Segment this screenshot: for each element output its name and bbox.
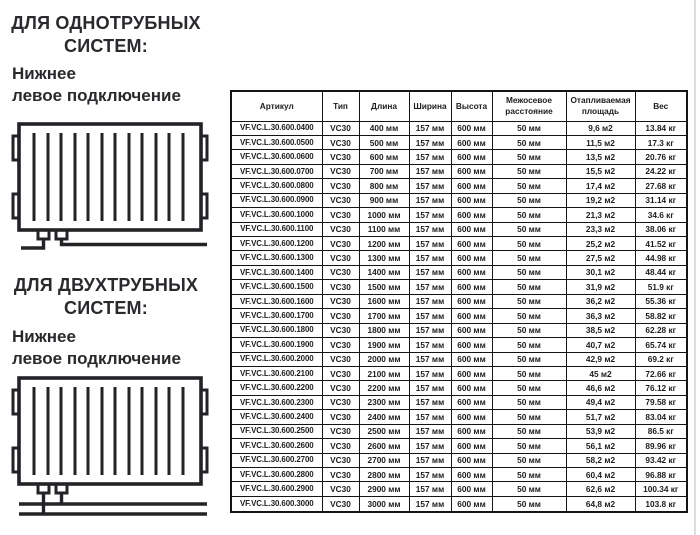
cell-axial-distance: 50 мм	[492, 453, 566, 467]
cell-type: VC30	[322, 366, 359, 380]
radiator-single-pipe-diagram-icon	[10, 120, 210, 254]
cell-heated-area: 19,2 м2	[566, 193, 635, 207]
cell-type: VC30	[322, 164, 359, 178]
cell-article: VF.VC.L.30.600.1300	[231, 251, 322, 265]
table-row	[231, 468, 687, 482]
cell-axial-distance: 50 мм	[492, 496, 566, 512]
cell-type: VC30	[322, 294, 359, 308]
cell-height: 600 мм	[451, 251, 492, 265]
cell-type: VC30	[322, 193, 359, 207]
cell-width: 157 мм	[409, 193, 451, 207]
cell-type: VC30	[322, 237, 359, 251]
cell-width: 157 мм	[409, 179, 451, 193]
cell-type: VC30	[322, 439, 359, 453]
cell-heated-area: 49,4 м2	[566, 395, 635, 409]
two-pipe-title-line2: СИСТЕМ:	[64, 298, 148, 318]
cell-axial-distance: 50 мм	[492, 121, 566, 135]
cell-length: 1500 мм	[359, 280, 409, 294]
cell-weight: 20.76 кг	[635, 150, 687, 164]
table-row	[231, 424, 687, 438]
cell-article: VF.VC.L.30.600.0800	[231, 179, 322, 193]
table-row	[231, 121, 687, 135]
single-pipe-subtitle-line2: левое подключение	[12, 86, 181, 105]
cell-width: 157 мм	[409, 280, 451, 294]
cell-length: 900 мм	[359, 193, 409, 207]
cell-width: 157 мм	[409, 424, 451, 438]
cell-width: 157 мм	[409, 381, 451, 395]
cell-length: 1100 мм	[359, 222, 409, 236]
cell-height: 600 мм	[451, 222, 492, 236]
cell-weight: 13.84 кг	[635, 121, 687, 135]
cell-type: VC30	[322, 453, 359, 467]
cell-height: 600 мм	[451, 366, 492, 380]
cell-length: 1200 мм	[359, 237, 409, 251]
cell-width: 157 мм	[409, 338, 451, 352]
cell-height: 600 мм	[451, 395, 492, 409]
cell-article: VF.VC.L.30.600.2200	[231, 381, 322, 395]
cell-article: VF.VC.L.30.600.0700	[231, 164, 322, 178]
cell-type: VC30	[322, 410, 359, 424]
cell-axial-distance: 50 мм	[492, 265, 566, 279]
cell-height: 600 мм	[451, 150, 492, 164]
two-pipe-section-title	[10, 274, 202, 320]
cell-weight: 62.28 кг	[635, 323, 687, 337]
table-row	[231, 294, 687, 308]
single-pipe-subtitle	[12, 63, 181, 107]
col-header-width: Ширина	[409, 91, 451, 121]
cell-length: 1300 мм	[359, 251, 409, 265]
table-row	[231, 179, 687, 193]
cell-height: 600 мм	[451, 352, 492, 366]
col-header-type: Тип	[322, 91, 359, 121]
cell-heated-area: 30,1 м2	[566, 265, 635, 279]
cell-axial-distance: 50 мм	[492, 280, 566, 294]
spec-table	[230, 90, 688, 513]
cell-width: 157 мм	[409, 135, 451, 149]
cell-length: 600 мм	[359, 150, 409, 164]
col-header-article: Артикул	[231, 91, 322, 121]
table-row	[231, 237, 687, 251]
cell-height: 600 мм	[451, 424, 492, 438]
cell-height: 600 мм	[451, 338, 492, 352]
cell-weight: 38.06 кг	[635, 222, 687, 236]
table-row	[231, 164, 687, 178]
cell-width: 157 мм	[409, 352, 451, 366]
cell-height: 600 мм	[451, 496, 492, 512]
cell-heated-area: 13,5 м2	[566, 150, 635, 164]
cell-height: 600 мм	[451, 323, 492, 337]
cell-type: VC30	[322, 265, 359, 279]
photo-edge-line	[694, 0, 696, 535]
two-pipe-subtitle	[12, 326, 181, 370]
radiator-two-pipe-diagram-icon	[10, 374, 210, 522]
cell-height: 600 мм	[451, 164, 492, 178]
cell-width: 157 мм	[409, 482, 451, 496]
cell-heated-area: 51,7 м2	[566, 410, 635, 424]
cell-article: VF.VC.L.30.600.3000	[231, 496, 322, 512]
cell-length: 2500 мм	[359, 424, 409, 438]
cell-height: 600 мм	[451, 294, 492, 308]
table-row	[231, 366, 687, 380]
cell-heated-area: 23,3 м2	[566, 222, 635, 236]
cell-axial-distance: 50 мм	[492, 251, 566, 265]
cell-type: VC30	[322, 482, 359, 496]
cell-width: 157 мм	[409, 496, 451, 512]
cell-width: 157 мм	[409, 121, 451, 135]
cell-height: 600 мм	[451, 280, 492, 294]
cell-article: VF.VC.L.30.600.1700	[231, 309, 322, 323]
cell-heated-area: 15,5 м2	[566, 164, 635, 178]
cell-axial-distance: 50 мм	[492, 237, 566, 251]
cell-article: VF.VC.L.30.600.2900	[231, 482, 322, 496]
cell-weight: 58.82 кг	[635, 309, 687, 323]
cell-article: VF.VC.L.30.600.1600	[231, 294, 322, 308]
cell-height: 600 мм	[451, 193, 492, 207]
cell-article: VF.VC.L.30.600.1800	[231, 323, 322, 337]
cell-type: VC30	[322, 309, 359, 323]
cell-length: 1800 мм	[359, 323, 409, 337]
cell-axial-distance: 50 мм	[492, 439, 566, 453]
cell-type: VC30	[322, 381, 359, 395]
two-pipe-subtitle-line2: левое подключение	[12, 349, 181, 368]
cell-type: VC30	[322, 251, 359, 265]
cell-width: 157 мм	[409, 237, 451, 251]
table-row	[231, 222, 687, 236]
cell-article: VF.VC.L.30.600.1500	[231, 280, 322, 294]
cell-length: 2600 мм	[359, 439, 409, 453]
cell-article: VF.VC.L.30.600.2300	[231, 395, 322, 409]
cell-width: 157 мм	[409, 439, 451, 453]
two-pipe-subtitle-line1: Нижнее	[12, 327, 76, 346]
cell-height: 600 мм	[451, 482, 492, 496]
col-header-heated-area: Отапливаемая площадь	[566, 91, 635, 121]
cell-type: VC30	[322, 150, 359, 164]
cell-length: 2300 мм	[359, 395, 409, 409]
cell-article: VF.VC.L.30.600.2800	[231, 468, 322, 482]
cell-weight: 69.2 кг	[635, 352, 687, 366]
cell-weight: 41.52 кг	[635, 237, 687, 251]
col-header-axial-distance: Межосевое расстояние	[492, 91, 566, 121]
cell-length: 1600 мм	[359, 294, 409, 308]
cell-length: 500 мм	[359, 135, 409, 149]
table-row	[231, 395, 687, 409]
cell-type: VC30	[322, 323, 359, 337]
cell-length: 800 мм	[359, 179, 409, 193]
cell-weight: 100.34 кг	[635, 482, 687, 496]
cell-article: VF.VC.L.30.600.1900	[231, 338, 322, 352]
cell-weight: 93.42 кг	[635, 453, 687, 467]
cell-length: 1000 мм	[359, 208, 409, 222]
cell-axial-distance: 50 мм	[492, 164, 566, 178]
cell-length: 1900 мм	[359, 338, 409, 352]
cell-weight: 34.6 кг	[635, 208, 687, 222]
cell-heated-area: 46,6 м2	[566, 381, 635, 395]
cell-weight: 27.68 кг	[635, 179, 687, 193]
table-row	[231, 381, 687, 395]
cell-length: 2200 мм	[359, 381, 409, 395]
cell-axial-distance: 50 мм	[492, 208, 566, 222]
table-row	[231, 482, 687, 496]
cell-heated-area: 9,6 м2	[566, 121, 635, 135]
cell-type: VC30	[322, 352, 359, 366]
cell-axial-distance: 50 мм	[492, 309, 566, 323]
cell-weight: 31.14 кг	[635, 193, 687, 207]
cell-heated-area: 56,1 м2	[566, 439, 635, 453]
cell-heated-area: 42,9 м2	[566, 352, 635, 366]
cell-width: 157 мм	[409, 294, 451, 308]
cell-type: VC30	[322, 222, 359, 236]
cell-article: VF.VC.L.30.600.2000	[231, 352, 322, 366]
cell-article: VF.VC.L.30.600.0500	[231, 135, 322, 149]
cell-axial-distance: 50 мм	[492, 193, 566, 207]
cell-width: 157 мм	[409, 150, 451, 164]
cell-width: 157 мм	[409, 453, 451, 467]
cell-type: VC30	[322, 496, 359, 512]
single-pipe-title-line1: ДЛЯ ОДНОТРУБНЫХ	[11, 13, 201, 33]
cell-length: 400 мм	[359, 121, 409, 135]
cell-width: 157 мм	[409, 251, 451, 265]
cell-width: 157 мм	[409, 265, 451, 279]
header-row	[231, 91, 687, 121]
cell-article: VF.VC.L.30.600.2400	[231, 410, 322, 424]
table-row	[231, 251, 687, 265]
cell-weight: 89.96 кг	[635, 439, 687, 453]
table-row	[231, 208, 687, 222]
cell-article: VF.VC.L.30.600.0900	[231, 193, 322, 207]
cell-width: 157 мм	[409, 395, 451, 409]
cell-heated-area: 60,4 м2	[566, 468, 635, 482]
cell-width: 157 мм	[409, 164, 451, 178]
cell-article: VF.VC.L.30.600.1100	[231, 222, 322, 236]
cell-heated-area: 25,2 м2	[566, 237, 635, 251]
cell-width: 157 мм	[409, 410, 451, 424]
cell-height: 600 мм	[451, 381, 492, 395]
cell-length: 1700 мм	[359, 309, 409, 323]
cell-length: 2700 мм	[359, 453, 409, 467]
two-pipe-title-line1: ДЛЯ ДВУХТРУБНЫХ	[13, 275, 199, 295]
cell-height: 600 мм	[451, 121, 492, 135]
cell-heated-area: 11,5 м2	[566, 135, 635, 149]
cell-type: VC30	[322, 280, 359, 294]
table-row	[231, 309, 687, 323]
cell-weight: 96.88 кг	[635, 468, 687, 482]
cell-heated-area: 62,6 м2	[566, 482, 635, 496]
cell-weight: 83.04 кг	[635, 410, 687, 424]
col-header-height: Высота	[451, 91, 492, 121]
cell-heated-area: 58,2 м2	[566, 453, 635, 467]
cell-weight: 44.98 кг	[635, 251, 687, 265]
cell-weight: 24.22 кг	[635, 164, 687, 178]
cell-axial-distance: 50 мм	[492, 323, 566, 337]
cell-height: 600 мм	[451, 439, 492, 453]
cell-length: 2000 мм	[359, 352, 409, 366]
cell-heated-area: 45 м2	[566, 366, 635, 380]
cell-weight: 55.36 кг	[635, 294, 687, 308]
cell-height: 600 мм	[451, 208, 492, 222]
cell-weight: 103.8 кг	[635, 496, 687, 512]
cell-heated-area: 27,5 м2	[566, 251, 635, 265]
cell-type: VC30	[322, 395, 359, 409]
cell-height: 600 мм	[451, 453, 492, 467]
cell-height: 600 мм	[451, 410, 492, 424]
cell-weight: 48.44 кг	[635, 265, 687, 279]
cell-height: 600 мм	[451, 265, 492, 279]
cell-axial-distance: 50 мм	[492, 395, 566, 409]
cell-axial-distance: 50 мм	[492, 222, 566, 236]
cell-width: 157 мм	[409, 323, 451, 337]
cell-length: 2900 мм	[359, 482, 409, 496]
cell-axial-distance: 50 мм	[492, 468, 566, 482]
cell-type: VC30	[322, 179, 359, 193]
cell-article: VF.VC.L.30.600.2500	[231, 424, 322, 438]
cell-article: VF.VC.L.30.600.2600	[231, 439, 322, 453]
cell-heated-area: 17,4 м2	[566, 179, 635, 193]
cell-heated-area: 53,9 м2	[566, 424, 635, 438]
table-row	[231, 265, 687, 279]
cell-weight: 79.58 кг	[635, 395, 687, 409]
spec-table-wrap	[230, 90, 688, 513]
cell-length: 2800 мм	[359, 468, 409, 482]
cell-height: 600 мм	[451, 309, 492, 323]
cell-type: VC30	[322, 468, 359, 482]
table-row	[231, 280, 687, 294]
cell-weight: 72.66 кг	[635, 366, 687, 380]
table-row	[231, 135, 687, 149]
table-row	[231, 439, 687, 453]
single-pipe-section-title	[10, 12, 202, 58]
cell-width: 157 мм	[409, 468, 451, 482]
cell-weight: 65.74 кг	[635, 338, 687, 352]
cell-heated-area: 64,8 м2	[566, 496, 635, 512]
cell-weight: 51.9 кг	[635, 280, 687, 294]
spec-table-header	[231, 91, 687, 121]
single-pipe-title-line2: СИСТЕМ:	[64, 36, 148, 56]
cell-article: VF.VC.L.30.600.1400	[231, 265, 322, 279]
cell-heated-area: 31,9 м2	[566, 280, 635, 294]
cell-type: VC30	[322, 135, 359, 149]
cell-heated-area: 36,2 м2	[566, 294, 635, 308]
cell-article: VF.VC.L.30.600.0600	[231, 150, 322, 164]
cell-article: VF.VC.L.30.600.2700	[231, 453, 322, 467]
cell-type: VC30	[322, 424, 359, 438]
cell-axial-distance: 50 мм	[492, 381, 566, 395]
table-row	[231, 496, 687, 512]
cell-length: 700 мм	[359, 164, 409, 178]
cell-article: VF.VC.L.30.600.1200	[231, 237, 322, 251]
cell-weight: 17.3 кг	[635, 135, 687, 149]
cell-height: 600 мм	[451, 179, 492, 193]
cell-axial-distance: 50 мм	[492, 150, 566, 164]
table-row	[231, 410, 687, 424]
spec-table-body	[231, 121, 687, 512]
cell-length: 3000 мм	[359, 496, 409, 512]
cell-article: VF.VC.L.30.600.0400	[231, 121, 322, 135]
cell-width: 157 мм	[409, 222, 451, 236]
cell-heated-area: 21,3 м2	[566, 208, 635, 222]
table-row	[231, 453, 687, 467]
col-header-length: Длина	[359, 91, 409, 121]
cell-article: VF.VC.L.30.600.1000	[231, 208, 322, 222]
cell-width: 157 мм	[409, 208, 451, 222]
cell-width: 157 мм	[409, 309, 451, 323]
cell-height: 600 мм	[451, 468, 492, 482]
single-pipe-subtitle-line1: Нижнее	[12, 64, 76, 83]
cell-axial-distance: 50 мм	[492, 410, 566, 424]
cell-axial-distance: 50 мм	[492, 352, 566, 366]
cell-height: 600 мм	[451, 237, 492, 251]
cell-type: VC30	[322, 338, 359, 352]
cell-axial-distance: 50 мм	[492, 179, 566, 193]
cell-length: 1400 мм	[359, 265, 409, 279]
table-row	[231, 193, 687, 207]
table-row	[231, 338, 687, 352]
cell-article: VF.VC.L.30.600.2100	[231, 366, 322, 380]
cell-width: 157 мм	[409, 366, 451, 380]
cell-axial-distance: 50 мм	[492, 135, 566, 149]
cell-type: VC30	[322, 121, 359, 135]
cell-type: VC30	[322, 208, 359, 222]
col-header-weight: Вес	[635, 91, 687, 121]
cell-length: 2400 мм	[359, 410, 409, 424]
cell-weight: 86.5 кг	[635, 424, 687, 438]
cell-axial-distance: 50 мм	[492, 294, 566, 308]
table-row	[231, 323, 687, 337]
cell-axial-distance: 50 мм	[492, 482, 566, 496]
cell-axial-distance: 50 мм	[492, 338, 566, 352]
cell-axial-distance: 50 мм	[492, 366, 566, 380]
table-row	[231, 150, 687, 164]
cell-length: 2100 мм	[359, 366, 409, 380]
table-row	[231, 352, 687, 366]
cell-heated-area: 36,3 м2	[566, 309, 635, 323]
cell-heated-area: 40,7 м2	[566, 338, 635, 352]
cell-heated-area: 38,5 м2	[566, 323, 635, 337]
cell-height: 600 мм	[451, 135, 492, 149]
cell-weight: 76.12 кг	[635, 381, 687, 395]
cell-axial-distance: 50 мм	[492, 424, 566, 438]
